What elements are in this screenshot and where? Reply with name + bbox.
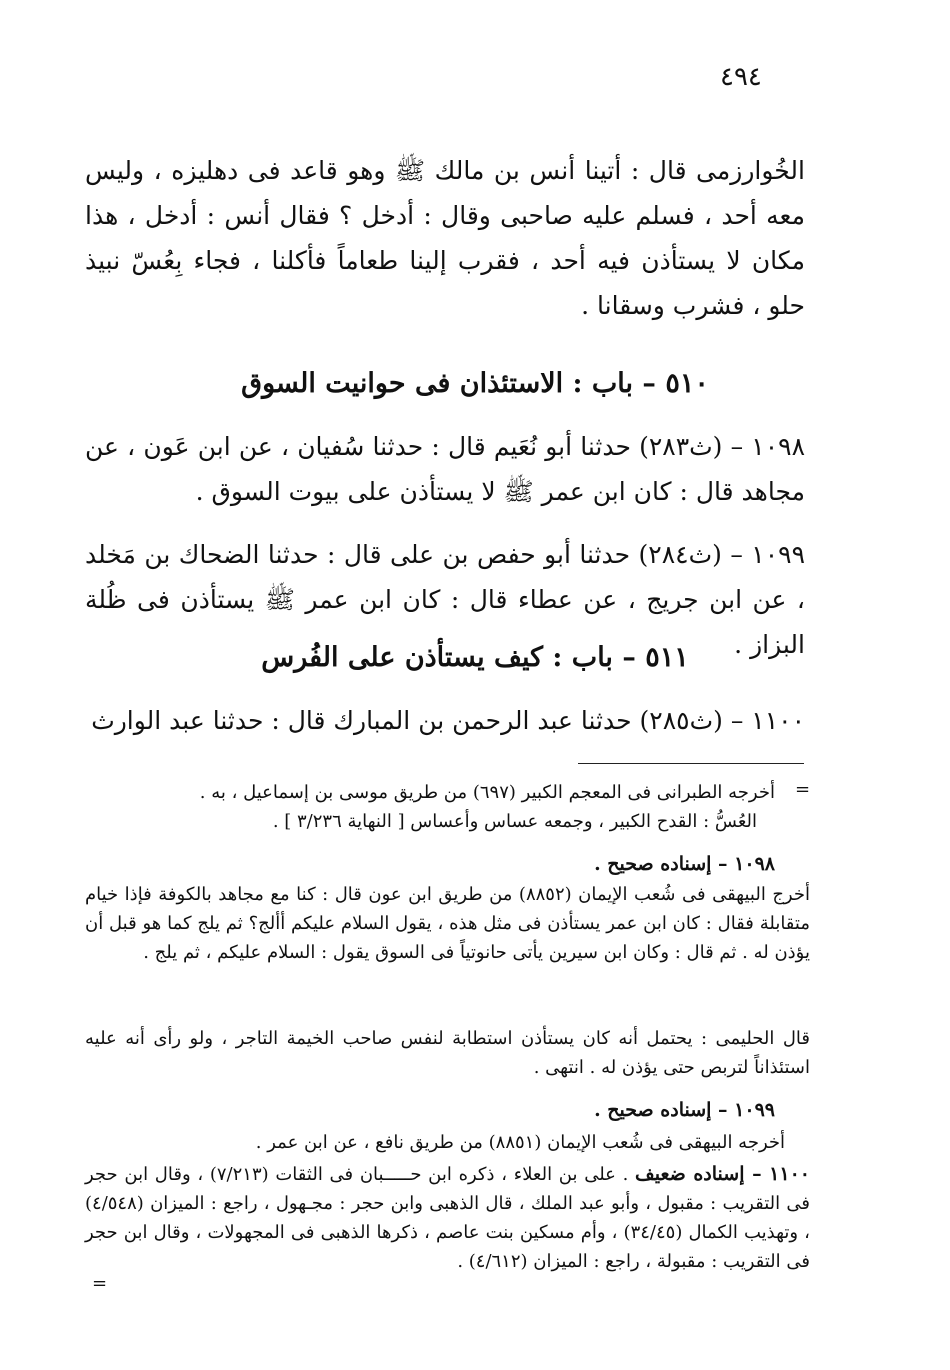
page-number: ٤٩٤ <box>720 62 762 92</box>
footnote-prev-1: أخرجه الطبرانى فى المعجم الكبير (٦٩٧) من طريق موسى بن إسماعيل ، به . <box>199 782 775 803</box>
footnote-1099-text: أخرجه البيهقى فى شُعب الإيمان (٨٨٥١) من طريق نافع ، عن ابن عمر . <box>255 1132 785 1153</box>
footnote-1100 <box>85 1160 810 1276</box>
footnotes <box>85 778 775 836</box>
chapter-511-heading: ٥١١ – باب : كيف يستأذن على الفُرس <box>261 642 689 673</box>
intro-paragraph: الخُوارزمى قال : أتينا أنس بن مالك ﷺ وهو قاعد فى دهليزه ، وليس معه أحد ، فسلم عليه صاحبى وقال : أدخل ؟ فقال أنس : أدخل ، هذا مكان لا يستأذن فيه أحد ، فقرب إلينا طعاماً فأكلنا ، فجاء بِعُسّ نبيذ حلو ، فشرب وسقانا . <box>85 156 805 320</box>
footnote-1098-text: أخرج البيهقى فى شُعب الإيمان (٨٨٥٢) من طريق ابن عون قال : كنا مع مجاهد بالكوفة فإذا خيام متقابلة فقال : كان ابن عمر يستأذن فى مثل هذه ، يقول السلام عليكم أألج؟ ثم يلج كما هو قبل أن يؤذن له . ثم قال : وكان ابن سيرين يأتى حانوتياً فى السوق يقول : السلام عليكم ، ثم يلج . <box>85 884 810 963</box>
footnote-prev-2: العُسُّ : القدح الكبير ، وجمعه عساس وأعساس [ النهاية ٣/٢٣٦ ] . <box>272 811 757 832</box>
hadith-1099: ١٠٩٩ – (ث٢٨٤) حدثنا أبو حفص بن على قال : حدثنا الضحاك بن مَخلد ، عن ابن جريج ، عن عطاء قال : كان ابن عمر ﷺ يستأذن فى ظُلة البزاز . <box>85 540 805 659</box>
hadith-1098: ١٠٩٨ – (ث٢٨٣) حدثنا أبو نُعَيم قال : حدثنا سُفيان ، عن ابن عَون ، عن مجاهد قال : كان ابن عمر ﷺ لا يستأذن على بيوت السوق . <box>85 432 805 506</box>
end-marker: = <box>92 1273 108 1294</box>
footnote-separator <box>578 763 804 764</box>
footnote-1098-title: ١٠٩٨ – إسناده صحيح . <box>594 853 775 875</box>
footnote-1099-title: ١٠٩٩ – إسناده صحيح . <box>594 1099 775 1121</box>
continuation-marker: = <box>795 779 811 800</box>
footnote-1100-text: . على بن العلاء ، ذكره ابن حـــــبان فى الثقات (٧/٢١٣) ، وقال ابن حجر فى التقريب : مقبول ، وأبو عبد الملك ، قال الذهبى وابن حجر : مجـهول ، راجع : الميزان (٤/٥٤٨) ، وتهذيب الكمال (٣٤/٤٥) ، وأم مسكين بنت عاصم ، ذكرها الذهبى فى المجهولات ، وقال ابن حجر فى التقريب : مقبولة ، راجع : الميزان (٤/٦١٢) . <box>85 1164 810 1272</box>
chapter-510-heading: ٥١٠ – باب : الاستئذان فى حوانيت السوق <box>241 368 709 399</box>
hadith-1100: ١١٠٠ – (ث٢٨٥) حدثنا عبد الرحمن بن المبارك قال : حدثنا عبد الوارث <box>91 706 805 735</box>
footnote-1100-title: ١١٠٠ – إسناده ضعيف <box>635 1163 810 1185</box>
footnote-1098-halimi: قال الحليمى : يحتمل أنه كان يستأذن استطابة لنفس صاحب الخيمة التاجر ، ولو رأى أنه عليه استئذاناً لتربص حتى يؤذن له . انتهى . <box>85 1028 810 1078</box>
